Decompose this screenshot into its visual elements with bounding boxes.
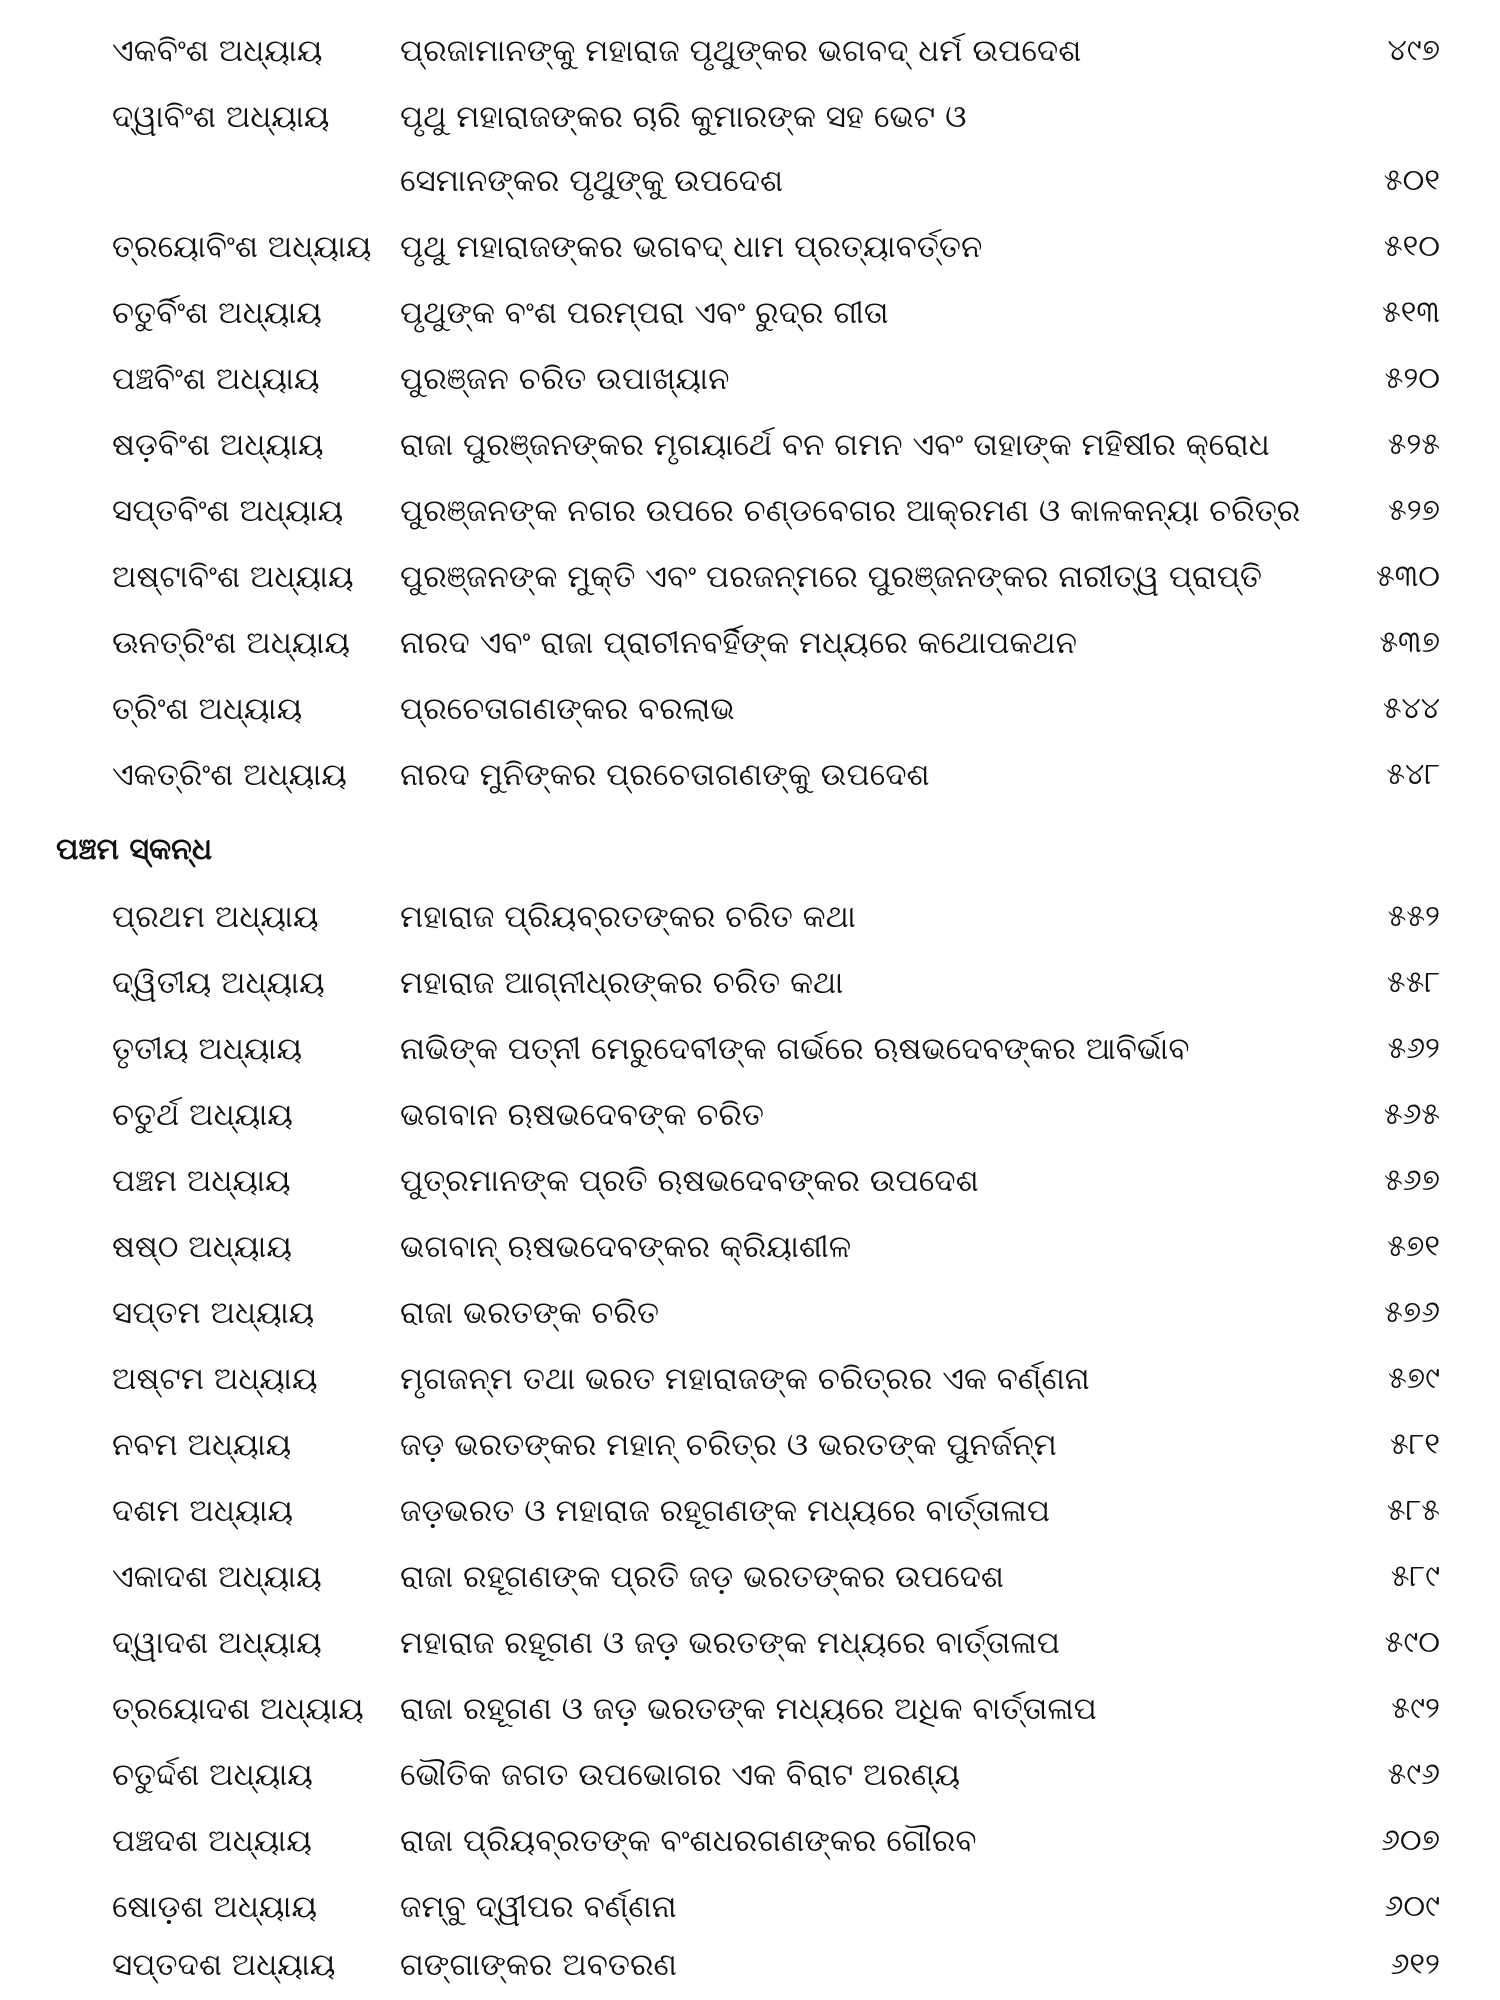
chapter-title: ରାଜା ଭରତଙ୍କ ଚରିତ [400,1295,660,1331]
chapter-title: ମହାରାଜ ରହୂଗଣ ଓ ଜଡ଼ ଭରତଙ୍କ ମଧ୍ୟରେ ବାର୍ତ୍ତାଳାପ [400,1625,1060,1661]
toc-row [0,1874,1500,1940]
chapter-title: ଭୌତିକ ଜଗତ ଉପଭୋଗର ଏକ ବିରାଟ ଅରଣ୍ୟ [400,1757,961,1793]
chapter-name: ସପ୍ତବିଂଶ ଅଧ୍ୟାୟ [112,493,344,529]
chapter-name: ତ୍ରୟୋବିଂଶ ଅଧ୍ୟାୟ [112,229,372,265]
toc-row [0,884,1500,950]
chapter-title: ରାଜା ପ୍ରିୟବ୍ରତଙ୍କ ବଂଶଧରଗଣଙ୍କର ଗୌରବ [400,1823,977,1859]
toc-row [0,1544,1500,1610]
page-number: ୫୮୧ [1389,1427,1440,1462]
page-number: ୫୩୦ [1375,559,1440,594]
chapter-name: ଷଡ଼ବିଂଶ ଅଧ୍ୟାୟ [112,427,324,463]
toc-row [0,1280,1500,1346]
chapter-name: ପ୍ରଥମ ଅଧ୍ୟାୟ [112,899,319,935]
page-number: ୬୧୨ [1390,1947,1440,1982]
toc-row [0,148,1500,214]
page-number: ୫୦୧ [1383,163,1440,198]
chapter-title: ପ୍ରଜାମାନଙ୍କୁ ମହାରାଜ ପୃଥୁଙ୍କର ଭଗବଦ୍ ଧର୍ମ ଉପଦେଶ [400,33,1082,69]
chapter-title: ଜଡ଼ ଭରତଙ୍କର ମହାନ୍ ଚରିତ୍ର ଓ ଭରତଙ୍କ ପୁନର୍ଜନ୍ମ [400,1427,1057,1463]
page-number: ୫୬୫ [1383,1097,1440,1132]
toc-row [0,478,1500,544]
toc-row [0,280,1500,346]
page-number: ୫୯୨ [1391,1691,1440,1726]
page-number: ୫୭୬ [1384,1295,1440,1330]
page-number: ୫୪୪ [1382,691,1440,726]
toc-row [0,18,1500,84]
chapter-title: ପ୍ରଚେତାଗଣଙ୍କର ବରଲାଭ [400,691,735,727]
page-number: ୫୮୫ [1386,1493,1440,1528]
chapter-name: ଅଷ୍ଟାବିଂଶ ଅଧ୍ୟାୟ [112,559,354,595]
page-number: ୫୩୭ [1379,625,1440,660]
page-number: ୫୬୭ [1384,1163,1440,1198]
chapter-title: ମହାରାଜ ପ୍ରିୟବ୍ରତଙ୍କର ଚରିତ କଥା [400,899,856,935]
toc-row [0,1808,1500,1874]
toc-row [0,214,1500,280]
chapter-name: ଚତୁର୍ଥ ଅଧ୍ୟାୟ [112,1097,293,1133]
chapter-name: ତୃତୀୟ ଅଧ୍ୟାୟ [112,1031,303,1067]
chapter-title: ମହାରାଜ ଆଗ୍ନୀଧ୍ରଙ୍କର ଚରିତ କଥା [400,965,844,1001]
page-number: ୫୨୫ [1387,427,1440,462]
toc-row [0,1742,1500,1808]
toc-row [0,346,1500,412]
section-heading: ପଞ୍ଚମ ସ୍କନ୍ଧ [56,832,213,867]
page-number: ୫୯୬ [1387,1757,1440,1792]
toc-row [0,412,1500,478]
chapter-name: ତ୍ରୟୋଦଶ ଅଧ୍ୟାୟ [112,1691,364,1727]
chapter-title: ଜଡ଼ଭରତ ଓ ମହାରାଜ ରହୂଗଣଙ୍କ ମଧ୍ୟରେ ବାର୍ତ୍ତାଳାପ [400,1493,1051,1529]
chapter-title: ଭଗବାନ ଋଷଭଦେବଙ୍କ ଚରିତ [400,1097,764,1133]
chapter-title: ରାଜା ରହୂଗଣଙ୍କ ପ୍ରତି ଜଡ଼ ଭରତଙ୍କର ଉପଦେଶ [400,1559,1004,1595]
chapter-title: ମୃଗଜନ୍ମ ତଥା ଭରତ ମହାରାଜଙ୍କ ଚରିତ୍ରର ଏକ ବର୍ଣ୍ଣନା [400,1361,1090,1397]
chapter-title: ପୃଥୁ ମହାରାଜଙ୍କର ଚାରି କୁମାରଙ୍କ ସହ ଭେଟ ଓ [400,99,967,135]
page-number: ୫୬୨ [1387,1031,1440,1066]
toc-row [0,1346,1500,1412]
chapter-title: ପୃଥୁ ମହାରାଜଙ୍କର ଭଗବଦ୍ ଧାମ ପ୍ରତ୍ୟାବର୍ତ୍ତନ [400,229,983,265]
toc-row [0,1676,1500,1742]
toc-row [0,84,1500,150]
chapter-name: ପଞ୍ଚମ ଅଧ୍ୟାୟ [112,1163,291,1199]
chapter-title: ପୁତ୍ରମାନଙ୍କ ପ୍ରତି ଋଷଭଦେବଙ୍କର ଉପଦେଶ [400,1163,979,1199]
page-number: ୫୮୯ [1390,1559,1440,1594]
chapter-title: ଗଙ୍ଗାଙ୍କର ଅବତରଣ [400,1947,677,1983]
chapter-name: ଊନତ୍ରିଂଶ ଅଧ୍ୟାୟ [112,625,350,661]
chapter-name: ତ୍ରିଂଶ ଅଧ୍ୟାୟ [112,691,303,727]
page-number: ୫୧୩ [1382,295,1440,330]
chapter-title: ରାଜା ପୁରଞ୍ଜନଙ୍କର ମୃଗୟାର୍ଥେ ବନ ଗମନ ଏବଂ ତାହାଙ୍କ ମହିଷୀର କ୍ରୋଧ [400,427,1270,463]
page-number: ୫୧୦ [1383,229,1440,264]
chapter-title: ପୁରଞ୍ଜନଙ୍କ ମୁକ୍ତି ଏବଂ ପରଜନ୍ମରେ ପୁରଞ୍ଜନଙ୍କର ନାରୀତ୍ୱ ପ୍ରାପ୍ତି [400,559,1262,595]
chapter-name: ଦ୍ୱାଦଶ ଅଧ୍ୟାୟ [112,1625,322,1661]
chapter-name: ଦଶମ ଅଧ୍ୟାୟ [112,1493,294,1529]
chapter-name: ସପ୍ତମ ଅଧ୍ୟାୟ [112,1295,315,1331]
chapter-title: ନାରଦ ମୁନିଙ୍କର ପ୍ରଚେତାଗଣଙ୍କୁ ଉପଦେଶ [400,757,930,793]
chapter-name: ଚତୁର୍ବିଂଶ ଅଧ୍ୟାୟ [112,295,322,331]
chapter-title: ପୁରଞ୍ଜନ ଚରିତ ଉପାଖ୍ୟାନ [400,361,730,397]
toc-row [0,1082,1500,1148]
toc-row [0,1412,1500,1478]
chapter-name: ଏକବିଂଶ ଅଧ୍ୟାୟ [112,33,323,69]
chapter-title: ପୃଥୁଙ୍କ ବଂଶ ପରମ୍ପରା ଏବଂ ରୁଦ୍ର ଗୀତା [400,295,889,331]
page-number: ୫୫୮ [1386,965,1440,1000]
chapter-name: ଏକାଦଶ ଅଧ୍ୟାୟ [112,1559,322,1595]
page-number: ୫୫୨ [1387,899,1440,934]
page-number: ୫୨୦ [1384,361,1440,396]
chapter-title: ନାଭିଙ୍କ ପତ୍ନୀ ମେରୁଦେବୀଙ୍କ ଗର୍ଭରେ ଋଷଭଦେବଙ୍କର ଆବିର୍ଭାବ [400,1031,1190,1067]
chapter-title: ଭଗବାନ୍ ଋଷଭଦେବଙ୍କର କ୍ରିୟାଶୀଳ [400,1229,852,1265]
chapter-title: ଜମ୍ବୁ ଦ୍ୱୀପର ବର୍ଣ୍ଣନା [400,1889,677,1925]
page-number: ୬୦୭ [1381,1823,1440,1858]
chapter-title: ସେମାନଙ୍କର ପୃଥୁଙ୍କୁ ଉପଦେଶ [400,163,784,199]
toc-row [0,1214,1500,1280]
page-number: ୫୭୯ [1388,1361,1440,1396]
chapter-name: ଅଷ୍ଟମ ଅଧ୍ୟାୟ [112,1361,318,1397]
chapter-name: ସପ୍ତଦଶ ଅଧ୍ୟାୟ [112,1947,336,1983]
page-number: ୫୯୦ [1384,1625,1440,1660]
toc-row [0,544,1500,610]
chapter-name: ପଞ୍ଚଦଶ ଅଧ୍ୟାୟ [112,1823,312,1859]
page-number: ୫୭୧ [1387,1229,1440,1264]
page-number: ୪୯୭ [1387,33,1440,68]
page-number: ୫୪୮ [1386,757,1440,792]
toc-row [0,950,1500,1016]
toc-row [0,610,1500,676]
chapter-name: ଏକତ୍ରିଂଶ ଅଧ୍ୟାୟ [112,757,347,793]
toc-row [0,676,1500,742]
chapter-title: ରାଜା ରହୂଗଣ ଓ ଜଡ଼ ଭରତଙ୍କ ମଧ୍ୟରେ ଅଧିକ ବାର୍ତ୍ତାଳାପ [400,1691,1097,1727]
toc-row [0,1016,1500,1082]
toc-row [0,1932,1500,1998]
chapter-name: ଦ୍ୱାବିଂଶ ଅଧ୍ୟାୟ [112,99,330,135]
chapter-name: ନବମ ଅଧ୍ୟାୟ [112,1427,292,1463]
chapter-name: ଦ୍ୱିତୀୟ ଅଧ୍ୟାୟ [112,965,325,1001]
toc-row [0,1478,1500,1544]
chapter-name: ଷୋଡ଼ଶ ଅଧ୍ୟାୟ [112,1889,318,1925]
toc-row [0,742,1500,808]
chapter-name: ଷଷ୍ଠ ଅଧ୍ୟାୟ [112,1229,292,1265]
chapter-title: ପୁରଞ୍ଜନଙ୍କ ନଗର ଉପରେ ଚଣ୍ଡବେଗର ଆକ୍ରମଣ ଓ କାଳକନ୍ୟା ଚରିତ୍ର [400,493,1301,529]
chapter-name: ପଞ୍ଚବିଂଶ ଅଧ୍ୟାୟ [112,361,320,397]
page-number: ୫୨୭ [1387,493,1440,528]
toc-row [0,1148,1500,1214]
page-number: ୬୦୯ [1384,1889,1440,1924]
chapter-name: ଚତୁର୍ଦ୍ଦଶ ଅଧ୍ୟାୟ [112,1757,313,1793]
toc-row [0,1610,1500,1676]
chapter-title: ନାରଦ ଏବଂ ରାଜା ପ୍ରାଚୀନବର୍ହିଙ୍କ ମଧ୍ୟରେ କଥୋପକଥନ [400,625,1077,661]
